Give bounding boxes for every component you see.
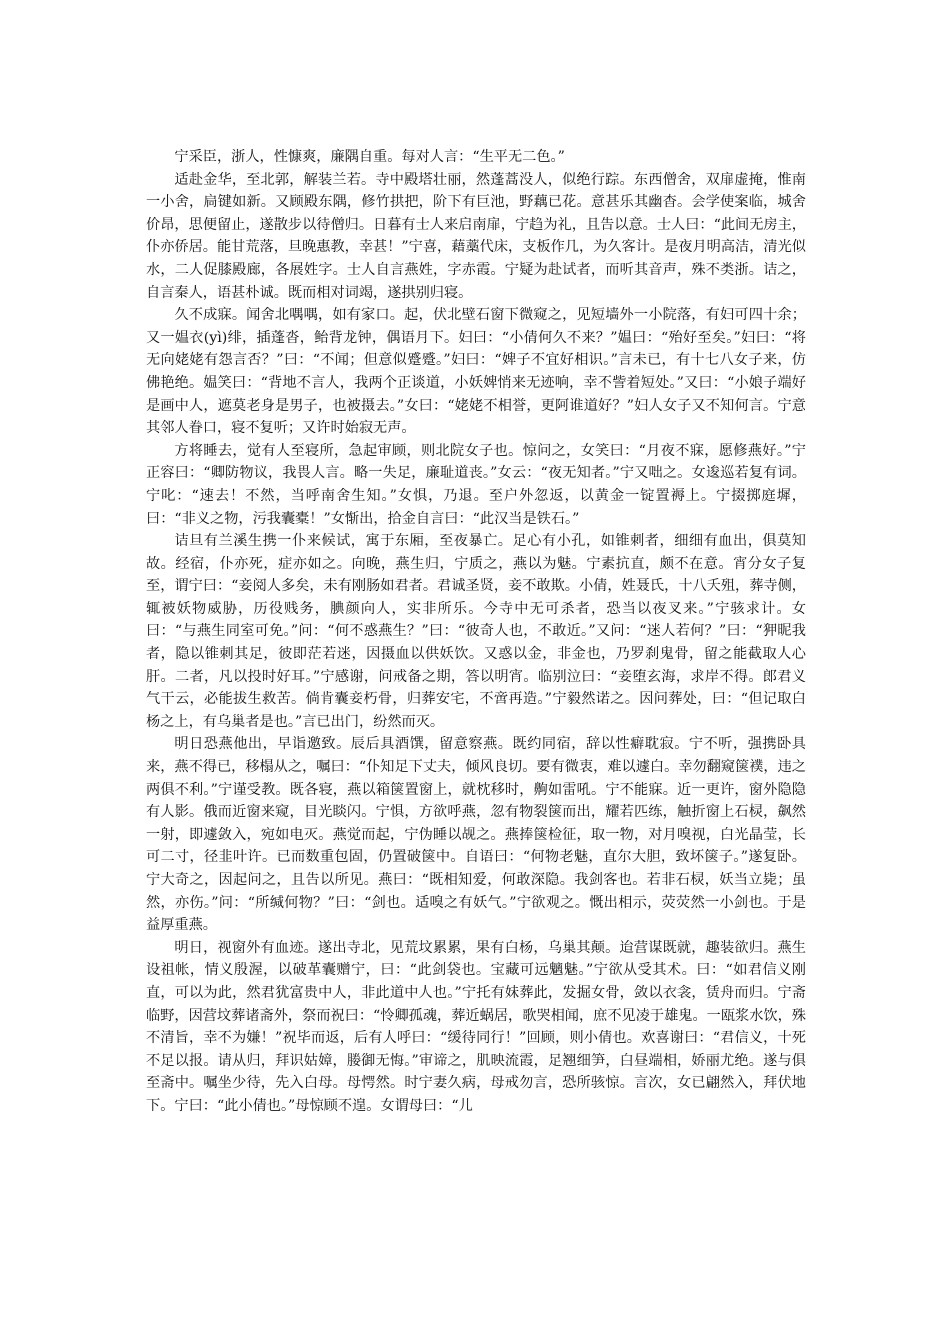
paragraph-2: 适赴金华，至北郭，解装兰若。寺中殿塔壮丽，然蓬蒿没人，似绝行踪。东西僧舍，双扉虚掩，惟南一小舍，扃键如新。又顾殿东隅，修竹拱把，阶下有巨池，野藕已花。意甚乐其幽杳。会学使案临，城舍价昂，思便留止，遂散步以待僧归。日暮有士人来启南扉，宁趋为礼，且告以意。士人曰：“此间无房主，仆亦侨居。能甘荒落，旦晚惠教，幸甚！”宁喜，藉藁代床，支板作几，为久客计。是夜月明高洁，清光似水，二人促膝殿廊，各展姓字。士人自言燕姓，字赤霞。宁疑为赴试者，而听其音声，殊不类浙。诘之，自言秦人，语甚朴诚。既而相对词竭，遂拱别归寝。 [146, 171, 806, 301]
paragraph-4: 方将睡去，觉有人至寝所，急起审顾，则北院女子也。惊问之，女笑曰：“月夜不寐，愿修燕好。”宁正容曰：“卿防物议，我畏人言。略一失足，廉耻道丧。”女云：“夜无知者。”宁又咄之。女逡巡若复有词。宁叱：“速去！不然，当呼南舍生知。”女惧，乃退。至户外忽返，以黄金一锭置褥上。宁掇掷庭墀，曰：“非义之物，污我囊橐！”女惭出，拾金自言曰：“此汉当是铁石。” [146, 442, 806, 527]
paragraph-5: 诘旦有兰溪生携一仆来候试，寓于东厢，至夜暴亡。足心有小孔，如锥刺者，细细有血出，俱莫知故。经宿，仆亦死，症亦如之。向晚，燕生归，宁质之，燕以为魅。宁素抗直，颇不在意。宵分女子复至，谓宁曰：“妾阅人多矣，未有刚肠如君者。君诚圣贤，妾不敢欺。小倩，姓聂氏，十八夭殂，葬寺侧，辄被妖物威胁，历役贱务，腆颜向人，实非所乐。今寺中无可杀者，恐当以夜叉来。”宁骇求计。女曰：“与燕生同室可免。”问：“何不惑燕生？”曰：“彼奇人也，不敢近。”又问：“迷人若何？”曰：“狎昵我者，隐以锥刺其足，彼即茫若迷，因摄血以供妖饮。又惑以金，非金也，乃罗刹鬼骨，留之能截取人心肝。二者，凡以投时好耳。”宁感谢，问戒备之期，答以明宵。临别泣曰：“妾堕玄海，求岸不得。郎君义气干云，必能拔生救苦。倘肯囊妾朽骨，归葬安宅，不啻再造。”宁毅然诺之。因问葬处，曰：“但记取白杨之上，有乌巢者是也。”言已出门，纷然而灭。 [146, 533, 806, 730]
paragraph-6: 明日恐燕他出，早诣邀致。辰后具酒馔，留意察燕。既约同宿，辞以性癖耽寂。宁不听，强携卧具来，燕不得已，移榻从之，嘱曰：“仆知足下丈夫，倾风良切。要有微衷，难以遽白。幸勿翻窥箧襆，违之两俱不利。”宁谨受教。既各寝，燕以箱箧置窗上，就枕移时，齁如雷吼。宁不能寐。近一更许，窗外隐隐有人影。俄而近窗来窥，目光睒闪。宁惧，方欲呼燕，忽有物裂箧而出，耀若匹练，触折窗上石棂，飙然一射，即遽敛入，宛如电灭。燕觉而起，宁伪睡以觇之。燕捧箧检征，取一物，对月嗅视，白光晶莹，长可二寸，径韭叶许。已而数重包固，仍置破箧中。自语曰：“何物老魅，直尔大胆，致坏箧子。”遂复卧。宁大奇之，因起问之，且告以所见。燕曰：“既相知爱，何敢深隐。我剑客也。若非石棂，妖当立毙；虽然，亦伤。”问：“所缄何物？”曰：“剑也。适嗅之有妖气。”宁欲观之。慨出相示，荧荧然一小剑也。于是益厚重燕。 [146, 736, 806, 934]
paragraph-1: 宁采臣，浙人，性慷爽，廉隅自重。每对人言：“生平无二色。” [174, 149, 565, 165]
paragraph-7: 明日，视窗外有血迹。遂出寺北，见荒坟累累，果有白杨，乌巢其颠。迨营谋既就，趣装欲归。燕生设祖帐，情义殷渥，以破革囊赠宁，曰：“此剑袋也。宝藏可远魑魅。”宁欲从受其术。曰：“如君信义刚直，可以为此，然君犹富贵中人，非此道中人也。”宁托有妹葬此，发掘女骨，敛以衣衾，赁舟而归。宁斋临野，因营坟葬诸斋外，祭而祝曰：“怜卿孤魂，葬近蜗居，歌哭相闻，庶不见凌于雄鬼。一瓯浆水饮，殊不清旨，幸不为嫌！”祝毕而返，后有人呼曰：“缓待同行！”回顾，则小倩也。欢喜谢曰：“君信义，十死不足以报。请从归，拜识姑嫜，媵御无悔。”审谛之，肌映流霞，足翘细笋，白昼端相，娇丽尤绝。遂与俱至斋中。嘱坐少待，先入白母。母愕然。时宁妻久病，母戒勿言，恐所骇惊。言次，女已翩然入，拜伏地下。宁曰：“此小倩也。”母惊顾不遑。女谓母曰：“儿 [146, 939, 806, 1114]
paragraph-3: 久不成寐。闻舍北喁喁，如有家口。起，伏北壁石窗下微窥之，见短墙外一小院落，有妇可四十余；又一媪衣(yì)绯，插蓬沓，鲐背龙钟，偶语月下。妇曰：“小倩何久不来？”媪曰：“殆好至矣。”妇曰：“将无向姥姥有怨言否？”曰：“不闻；但意似蹙蹙。”妇曰：“婢子不宜好相识。”言未已，有十七八女子来，仿佛艳绝。媪笑曰：“背地不言人，我两个正谈道，小妖婢悄来无迹响，幸不訾着短处。”又曰：“小娘子端好是画中人，遮莫老身是男子，也被摄去。”女曰：“姥姥不相誉，更阿谁道好？”妇人女子又不知何言。宁意其邻人眷口，寝不复听；又许时始寂无声。 [146, 307, 806, 437]
story-text [146, 146, 806, 1118]
